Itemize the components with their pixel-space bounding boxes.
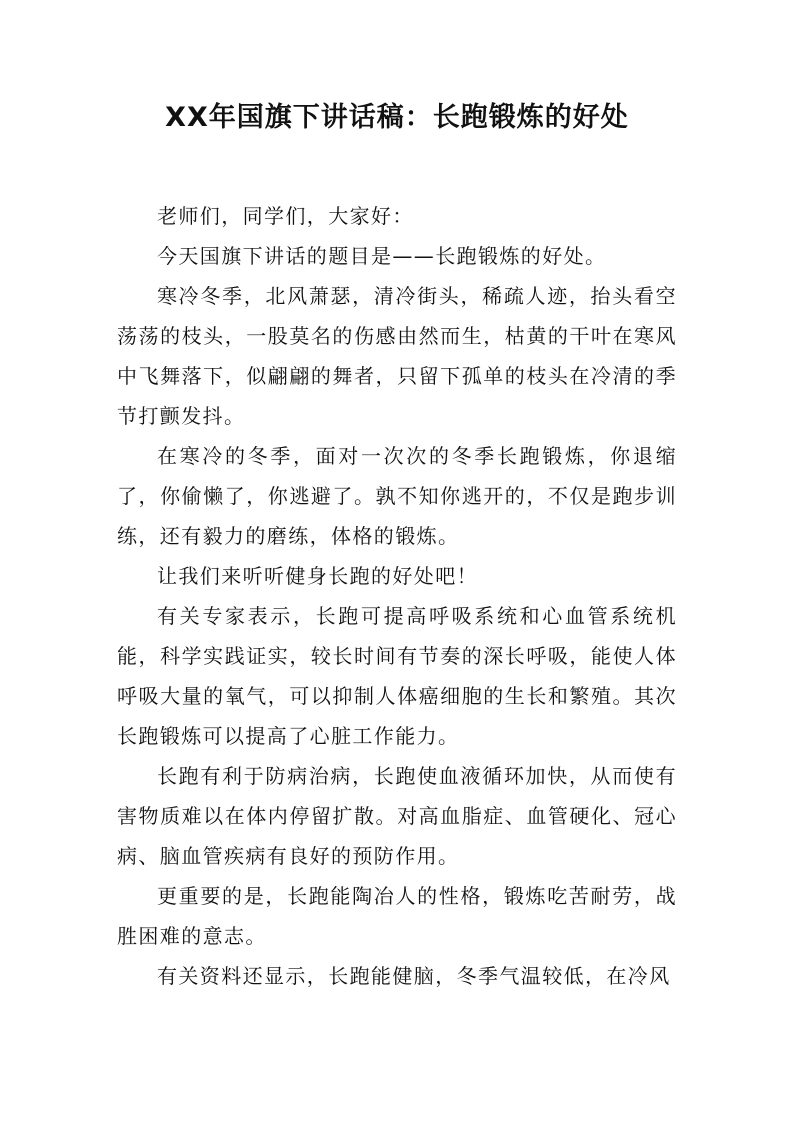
paragraph-disease-prevention: 长跑有利于防病治病，长跑使血液循环加快，从而使有害物质难以在体内停留扩散。对高血脂症、血管硬化、冠心病、脑血管疾病有良好的预防作用。 (117, 764, 677, 868)
paragraph-character-building: 更重要的是，长跑能陶冶人的性格，锻炼吃苦耐劳，战胜困难的意志。 (117, 884, 677, 948)
paragraph-brain-health: 有关资料还显示，长跑能健脑，冬季气温较低，在冷风 (157, 964, 671, 988)
paragraph-avoidance: 在寒冷的冬季，面对一次次的冬季长跑锻炼，你退缩了，你偷懒了，你逃避了。孰不知你逃开的，不仅是跑步训练，还有毅力的磨练，体格的锻炼。 (117, 444, 677, 548)
document-title: XX年国旗下讲话稿：长跑锻炼的好处 (165, 102, 629, 133)
paragraph-winter-scene: 寒冷冬季，北风萧瑟，清冷街头，稀疏人迹，抬头看空荡荡的枝头，一股莫名的伤感由然而生，枯黄的干叶在寒风中飞舞落下，似翩翩的舞者，只留下孤单的枝头在冷清的季节打颤发抖。 (117, 284, 677, 428)
document-body (117, 196, 677, 996)
paragraph-topic: 今天国旗下讲话的题目是——长跑锻炼的好处。 (157, 244, 607, 268)
paragraph-respiratory-benefits: 有关专家表示，长跑可提高呼吸系统和心血管系统机能，科学实践证实，较长时间有节奏的深长呼吸，能使人体呼吸大量的氧气，可以抑制人体癌细胞的生长和繁殖。其次长跑锻炼可以提高了心脏工作能力。 (117, 604, 677, 748)
paragraph-greeting: 老师们，同学们，大家好： (157, 204, 414, 228)
paragraph-benefits-intro: 让我们来听听健身长跑的好处吧！ (157, 564, 478, 588)
